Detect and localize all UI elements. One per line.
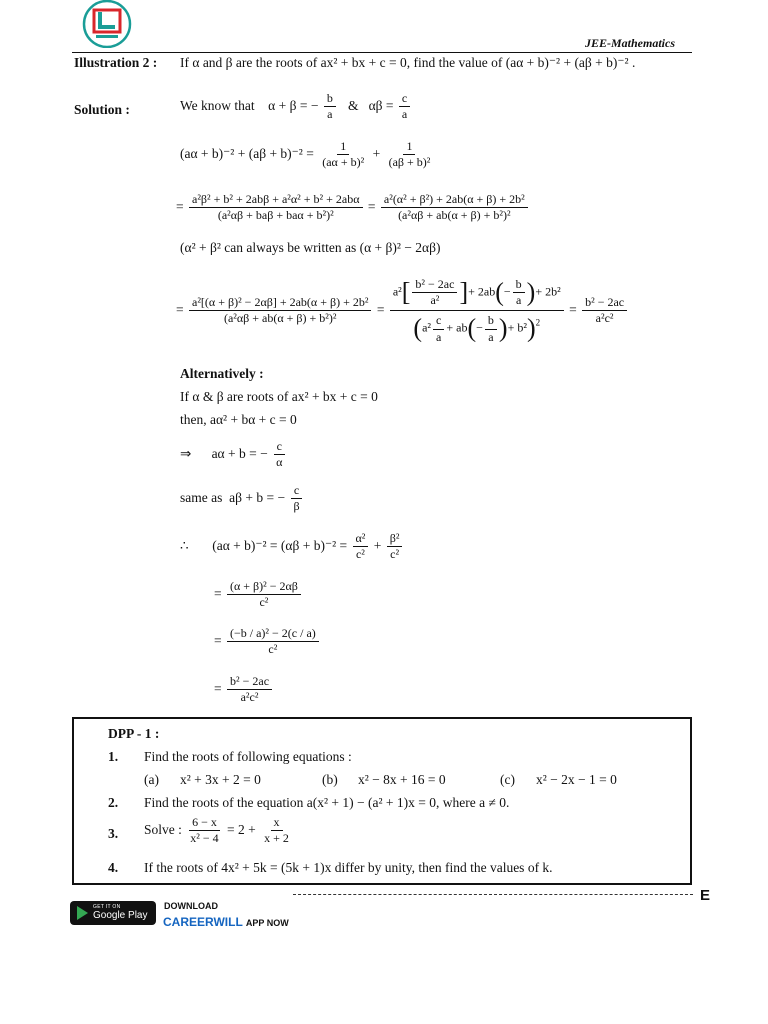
q1b-text: x² − 8x + 16 = 0 [358, 772, 446, 787]
identity-note: (α² + β² can always be written as (α + β)² − 2αβ) [180, 240, 441, 255]
step1 [180, 140, 435, 169]
step1-frac1: $\frac{1}{\text{(aα + b)²}}$ [322, 139, 365, 170]
vieta-line [180, 92, 412, 121]
q2-text: Find the roots of the equation a(x² + 1) − (a² + 1)x = 0, where a ≠ 0. [144, 795, 510, 810]
q3-num: 3. [108, 826, 119, 841]
q1a-text: x² + 3x + 2 = 0 [180, 772, 261, 787]
app-now-text: APP NOW [245, 918, 289, 928]
eq: = [176, 198, 184, 214]
step3 [176, 278, 629, 344]
frac-c-a: $\frac{c}{a}$ [399, 92, 410, 121]
eq: = [569, 301, 577, 317]
subject-header: JEE-Mathematics [585, 36, 676, 50]
alt-eq6: = $\frac{\text{b² − 2ac}}{\text{a²c²}}$ [214, 675, 274, 704]
step2-frac1: $\frac{\text{a²β² + b² + 2abβ + a²α² + b² + 2abα}}{\text{(a²αβ + baβ + baα + b²)²}}$ [189, 193, 363, 222]
step2 [176, 193, 530, 222]
alt-eq3: ∴ (aα + b)⁻² = (αβ + b)⁻² = $\frac{\text{α²}}{\text{c²}}$ + $\frac{\text{β²}}{\text{c²}}$ [180, 532, 404, 561]
header-divider [72, 52, 692, 53]
download-text: DOWNLOAD [164, 901, 218, 911]
brand-text: CAREERWILL [163, 915, 243, 929]
q1b-label: (b) [322, 772, 338, 787]
amp: & [347, 97, 359, 113]
q3-text: Solve : $\frac{6 - x}{\text{x² − 4}}$ = 2 + $\frac{x}{x + 2}$ [144, 815, 289, 846]
q1c-text: x² − 2x − 1 = 0 [536, 772, 617, 787]
q1a-label: (a) [144, 772, 159, 787]
q1c-label: (c) [500, 772, 515, 787]
sum-lhs: α + β = − [268, 97, 319, 113]
we-know-text: We know that [180, 97, 255, 113]
product-lhs: αβ = [368, 97, 394, 113]
plus: + [372, 145, 381, 161]
frac-b-a: $\frac{b}{a}$ [324, 92, 336, 121]
illustration-text: If α and β are the roots of ax² + bx + c = 0, find the value of (aα + b)⁻² + (aβ + b)⁻² . [180, 55, 636, 70]
alt-line2: then, aα² + bα + c = 0 [180, 412, 297, 427]
careerwill-app-text [163, 915, 289, 929]
q4-num: 4. [108, 860, 119, 875]
google-play-badge[interactable] [70, 901, 156, 925]
alt-line1: If α & β are roots of ax² + bx + c = 0 [180, 389, 378, 404]
result-frac: $\frac{\text{b² − 2ac}}{\text{a²c²}}$ [582, 296, 627, 325]
alt-eq5: = $\frac{\text{(−b / a)² − 2(c / a)}}{\text{c²}}$ [214, 627, 321, 656]
alt-eq1: ⇒ aα + b = − $\frac{c}{\alpha}$ [180, 440, 287, 469]
implies-symbol: ⇒ [180, 445, 192, 461]
illustration-label: Illustration 2 : [74, 55, 158, 70]
eq: = [376, 301, 385, 317]
q2-num: 2. [108, 795, 119, 810]
step2-frac2: $\frac{\text{a²(α² + β²) + 2ab(α + β) + 2b²}}{\text{(a²αβ + ab(α + β) + b²)²}}$ [381, 193, 528, 222]
careerwill-logo [79, 0, 135, 48]
q1-num: 1. [108, 749, 119, 764]
step3-frac2: a²[ $\frac{\text{b² − 2ac}}{\text{a²}}$ ]+ 2ab(− $\frac{b}{a}$ )+ 2b² (a² $\frac{c}{a}$ + ab(− $\frac{b}{a}$ )+ b²)$^2$ [390, 278, 564, 344]
q1-text: Find the roots of following equations : [144, 749, 352, 764]
dpp-title: DPP - 1 : [108, 726, 160, 741]
play-icon [77, 906, 88, 920]
badge-big-text: Google Play [93, 910, 148, 921]
alt-eq4: = $\frac{\text{(α + β)² − 2αβ}}{\text{c²}}$ [214, 580, 303, 609]
q4-text: If the roots of 4x² + 5k = (5k + 1)x differ by unity, then find the values of k. [144, 860, 553, 875]
eq: = [176, 301, 184, 317]
footer-divider [293, 894, 693, 895]
alt-eq2: same as aβ + b = − $\frac{c}{\beta}$ [180, 484, 305, 513]
page-letter: E [700, 887, 711, 904]
solution-label: Solution : [74, 102, 130, 117]
step1-lhs: (aα + b)⁻² + (aβ + b)⁻² = [180, 145, 314, 161]
therefore-symbol: ∴ [180, 537, 189, 553]
step1-frac2: $\frac{1}{\text{(aβ + b)²}}$ [388, 139, 431, 170]
badge-small-text: GET IT ON [93, 904, 121, 910]
eq: = [367, 198, 376, 214]
step3-frac1: $\frac{\text{a²[(α + β)² − 2αβ] + 2ab(α + β) + 2b²}}{\text{(a²αβ + ab(α + β) + b²)²}}$ [189, 296, 371, 325]
alt-heading: Alternatively : [180, 366, 264, 381]
